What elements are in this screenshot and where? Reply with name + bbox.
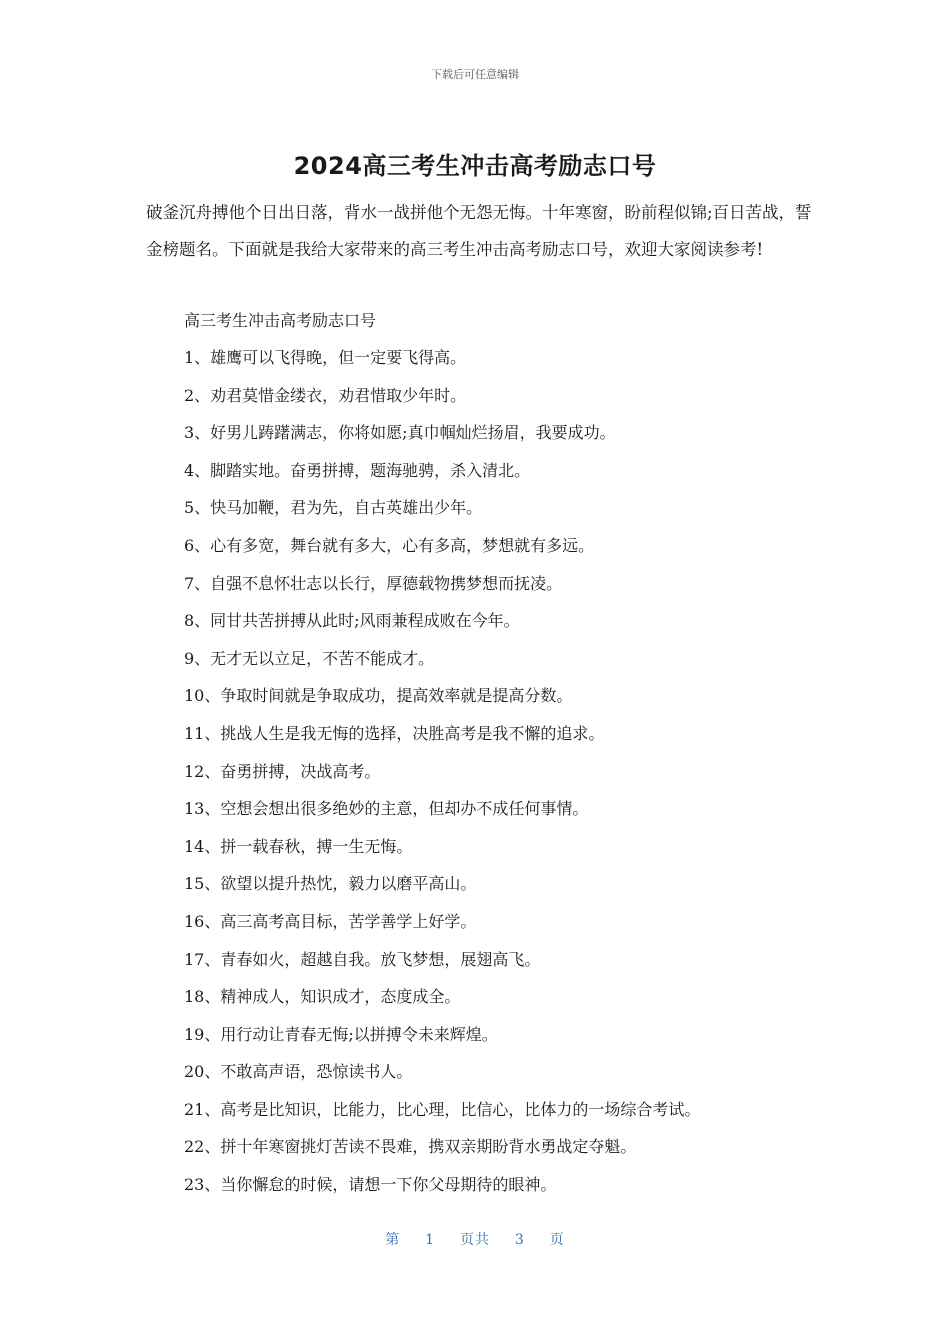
section-heading: 高三考生冲击高考励志口号 bbox=[184, 311, 377, 330]
list-item: 9、无才无以立足，不苦不能成才。 bbox=[184, 648, 435, 668]
list-item: 21、高考是比知识，比能力，比心理，比信心，比体力的一场综合考试。 bbox=[184, 1099, 701, 1119]
list-item: 20、不敢高声语，恐惊读书人。 bbox=[184, 1062, 413, 1082]
slogan-list bbox=[184, 346, 824, 1211]
footer-current-page: 1 bbox=[425, 1232, 436, 1248]
list-item: 8、同甘共苦拼搏从此时;风雨兼程成败在今年。 bbox=[184, 611, 520, 631]
list-item: 23、当你懈怠的时候，请想一下你父母期待的眼神。 bbox=[184, 1175, 557, 1195]
list-item: 18、精神成人，知识成才，态度成全。 bbox=[184, 987, 461, 1007]
list-item: 15、欲望以提升热忱，毅力以磨平高山。 bbox=[184, 874, 477, 894]
footer-total-pages: 3 bbox=[514, 1232, 525, 1248]
list-item: 3、好男儿踌躇满志，你将如愿;真巾帼灿烂扬眉，我要成功。 bbox=[184, 423, 616, 443]
list-item: 12、奋勇拼搏，决战高考。 bbox=[184, 761, 381, 781]
footer-label-of: 页共 bbox=[460, 1232, 490, 1248]
list-item: 5、快马加鞭，君为先，自古英雄出少年。 bbox=[184, 498, 483, 518]
list-item: 22、拼十年寒窗挑灯苦读不畏难，携双亲期盼背水勇战定夺魁。 bbox=[184, 1137, 637, 1157]
header-note: 下载后可任意编辑 bbox=[431, 68, 519, 81]
list-item: 2、劝君莫惜金缕衣，劝君惜取少年时。 bbox=[184, 385, 467, 405]
footer-label-page: 第 bbox=[385, 1232, 401, 1248]
intro-paragraph: 破釜沉舟搏他个日出日落，背水一战拼他个无怨无悔。十年寒窗，盼前程似锦;百日苦战，誓金榜题名。下面就是我给大家带来的高三考生冲击高考励志口号，欢迎大家阅读参考! bbox=[146, 203, 812, 259]
list-item: 6、心有多宽，舞台就有多大，心有多高，梦想就有多远。 bbox=[184, 535, 595, 555]
page-footer bbox=[0, 1229, 950, 1249]
list-item: 16、高三高考高目标，苦学善学上好学。 bbox=[184, 911, 477, 931]
list-item: 13、空想会想出很多绝妙的主意，但却办不成任何事情。 bbox=[184, 799, 589, 819]
list-item: 1、雄鹰可以飞得晚，但一定要飞得高。 bbox=[184, 348, 467, 367]
footer-label-end: 页 bbox=[549, 1232, 565, 1248]
list-item: 7、自强不息怀壮志以长行，厚德载物携梦想而抚凌。 bbox=[184, 573, 563, 593]
document-title: 2024高三考生冲击高考励志口号 bbox=[293, 152, 657, 180]
list-item: 4、脚踏实地。奋勇拼搏，题海驰骋，杀入清北。 bbox=[184, 460, 531, 480]
list-item: 11、挑战人生是我无悔的选择，决胜高考是我不懈的追求。 bbox=[184, 723, 605, 743]
list-item: 19、用行动让青春无悔;以拼搏令未来辉煌。 bbox=[184, 1024, 498, 1044]
list-item: 17、青春如火，超越自我。放飞梦想，展翅高飞。 bbox=[184, 949, 541, 969]
list-item: 14、拼一载春秋，搏一生无悔。 bbox=[184, 836, 413, 856]
list-item: 10、争取时间就是争取成功，提高效率就是提高分数。 bbox=[184, 686, 573, 706]
